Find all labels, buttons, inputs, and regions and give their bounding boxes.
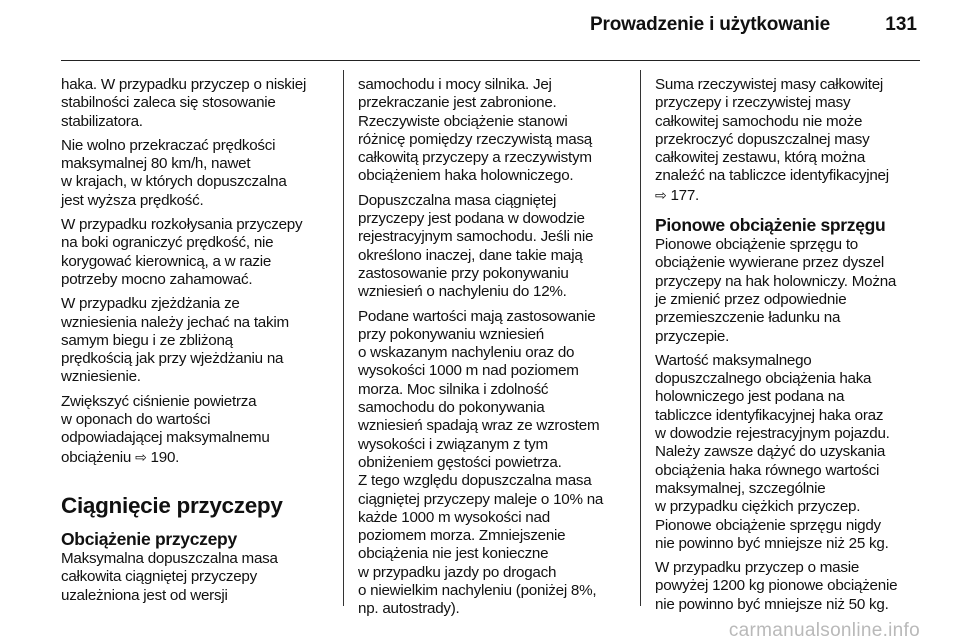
text-line: przy pokonywaniu wzniesień	[358, 325, 544, 343]
paragraph	[61, 216, 331, 289]
text-line: wysokości i związanym z tym	[358, 435, 548, 453]
text-line: wzniesień o nachyleniu do 12%.	[358, 283, 567, 301]
text-line: Podane wartości mają zastosowanie	[358, 307, 596, 325]
page-reference-arrow-icon: ⇨	[655, 186, 667, 203]
text-line: Należy zawsze dążyć do uzyskania	[655, 443, 886, 461]
page-reference-link[interactable]: 177.	[666, 186, 700, 204]
paragraph	[61, 550, 331, 605]
text-line: W przypadku rozkołysania przyczepy	[61, 216, 303, 234]
text-line: w krajach, w których dopuszczalna	[61, 173, 287, 191]
text-line: obciążeniem haka holowniczego.	[358, 167, 574, 185]
text-line: wzniesienie.	[61, 368, 141, 386]
text-line: poziomem morza. Zmniejszenie	[358, 527, 566, 545]
text-line: potrzeby mocno zahamować.	[61, 270, 253, 288]
text-line: nie powinno być mniejsze niż 25 kg.	[655, 534, 889, 552]
text-line: samym biegu i ze zbliżoną	[61, 331, 233, 349]
text-line: o wskazanym nachyleniu oraz do	[358, 344, 575, 362]
paragraph-lines	[655, 76, 925, 186]
text-line: rejestracyjnym samochodu. Jeśli nie	[358, 228, 594, 246]
text-line: Nie wolno przekraczać prędkości	[61, 136, 276, 154]
text-line: w przypadku ciężkich przyczep.	[655, 498, 861, 516]
text-line: uzależniona jest od wersji	[61, 586, 228, 604]
text-line: stabilizatora.	[61, 112, 143, 130]
text-line: Rzeczywiste obciążenie stanowi	[358, 112, 568, 130]
text-line: przyczepy jest podana w dowodzie	[358, 210, 585, 228]
paragraph	[655, 352, 925, 553]
text-line: obniżeniem gęstości powietrza.	[358, 453, 562, 471]
text-column-3	[655, 76, 925, 620]
text-line: w oponach do wartości	[61, 411, 211, 429]
text-line: Pionowe obciążenie sprzęgu to	[655, 236, 858, 254]
text-line: tabliczce identyfikacyjnej haka oraz	[655, 406, 884, 424]
text-line: całkowitą przyczepy a rzeczywistym	[358, 149, 592, 167]
column-divider-2	[640, 70, 641, 606]
section-heading: Ciągnięcie przyczepy	[61, 492, 283, 518]
text-line: Maksymalna dopuszczalna masa	[61, 549, 278, 567]
paragraph	[358, 76, 628, 186]
ref-prefix: obciążeniu	[61, 448, 136, 466]
paragraph-line	[655, 186, 925, 205]
paragraph	[61, 393, 331, 467]
text-line: haka. W przypadku przyczep o niskiej	[61, 76, 307, 93]
text-column-1	[61, 76, 331, 611]
text-line: dopuszczalnego obciążenia haka	[655, 370, 872, 388]
text-line: Pionowe obciążenie sprzęgu nigdy	[655, 516, 881, 534]
text-line: przyczepy na hak holowniczy. Można	[655, 272, 897, 290]
text-line: przyczepy i rzeczywistej masy	[655, 94, 851, 112]
page-number: 131	[885, 14, 917, 35]
text-line: samochodu do pokonywania	[358, 399, 545, 417]
text-line: obciążenie wywierane przez dyszel	[655, 254, 884, 272]
paragraph-lines	[61, 393, 331, 448]
text-line: na boki ograniczyć prędkość, nie	[61, 234, 274, 252]
subsection-heading: Pionowe obciążenie sprzęgu	[655, 215, 886, 236]
text-line: morza. Moc silnika i zdolność	[358, 380, 549, 398]
text-line: w dowodzie rejestracyjnym pojazdu.	[655, 425, 890, 443]
page-title: Prowadzenie i użytkowanie	[590, 14, 830, 35]
text-line: Dopuszczalna masa ciągniętej	[358, 191, 557, 209]
text-line: całkowitej zestawu, którą można	[655, 149, 866, 167]
text-line: maksymalnej 80 km/h, nawet	[61, 155, 251, 173]
text-line: o niewielkim nachyleniu (poniżej 8%,	[358, 582, 597, 600]
text-column-2	[358, 76, 628, 625]
text-line: przemieszczenie ładunku na	[655, 309, 841, 327]
text-line: obciążenia nie jest konieczne	[358, 545, 549, 563]
text-line: różnicę pomiędzy rzeczywistą masą	[358, 130, 592, 148]
text-line: każde 1000 m wysokości nad	[358, 508, 550, 526]
text-line: przekraczanie jest zabronione.	[358, 94, 557, 112]
text-line: Z tego względu dopuszczalna masa	[358, 472, 592, 490]
text-line: znaleźć na tabliczce identyfikacyjnej	[655, 167, 889, 185]
text-line: powyżej 1200 kg pionowe obciążenie	[655, 577, 898, 595]
text-line: prędkością jak przy wjeżdżaniu na	[61, 350, 284, 368]
text-line: ciągniętej przyczepy maleje o 10% na	[358, 490, 604, 508]
page-reference-arrow-icon: ⇨	[135, 448, 147, 465]
paragraph	[655, 236, 925, 346]
text-line: Zwiększyć ciśnienie powietrza	[61, 392, 257, 410]
text-line: W przypadku zjeżdżania ze	[61, 295, 240, 313]
paragraph	[655, 76, 925, 205]
text-line: zastosowanie przy pokonywaniu	[358, 264, 569, 282]
text-line: np. autostrady).	[358, 600, 460, 618]
text-line: maksymalnej, szczególnie	[655, 479, 826, 497]
text-line: W przypadku przyczep o masie	[655, 559, 860, 577]
paragraph	[655, 559, 925, 614]
text-line: całkowitej samochodu nie może	[655, 112, 863, 130]
text-line: w przypadku jazdy po drogach	[358, 563, 557, 581]
text-line: korygować kierownicą, a w razie	[61, 252, 272, 270]
paragraph	[61, 137, 331, 210]
text-line: Suma rzeczywistej masy całkowitej	[655, 76, 884, 93]
text-line: określono inaczej, dane takie mają	[358, 246, 583, 264]
watermark: carmanualsonline.info	[728, 620, 920, 641]
paragraph	[358, 192, 628, 302]
paragraph	[61, 295, 331, 386]
text-line: wzniesienia należy jechać na takim	[61, 313, 289, 331]
text-line: wysokości 1000 m nad poziomem	[358, 362, 579, 380]
paragraph	[61, 76, 331, 131]
paragraph	[358, 308, 628, 619]
text-line: obciążenia haka równego wartości	[655, 461, 880, 479]
text-line: całkowita ciągniętej przyczepy	[61, 568, 257, 586]
column-divider-1	[343, 70, 344, 606]
text-line: je zmienić przez odpowiednie	[655, 290, 847, 308]
text-line: wzniesień spadają wraz ze wzrostem	[358, 417, 600, 435]
text-line: nie powinno być mniejsze niż 50 kg.	[655, 595, 889, 613]
subsection-heading: Obciążenie przyczepy	[61, 528, 237, 549]
text-line: stabilności zaleca się stosowanie	[61, 94, 276, 112]
text-line: samochodu i mocy silnika. Jej	[358, 76, 552, 93]
header-divider	[61, 60, 920, 61]
text-line: odpowiadającej maksymalnemu	[61, 429, 270, 447]
text-line: przyczepie.	[655, 327, 730, 345]
text-line: Wartość maksymalnego	[655, 351, 812, 369]
paragraph-line	[61, 448, 331, 467]
text-line: holowniczego jest podana na	[655, 388, 845, 406]
page-reference-link[interactable]: 190.	[146, 448, 180, 466]
text-line: jest wyższa prędkość.	[61, 191, 204, 209]
text-line: przekroczyć dopuszczalnej masy	[655, 130, 870, 148]
